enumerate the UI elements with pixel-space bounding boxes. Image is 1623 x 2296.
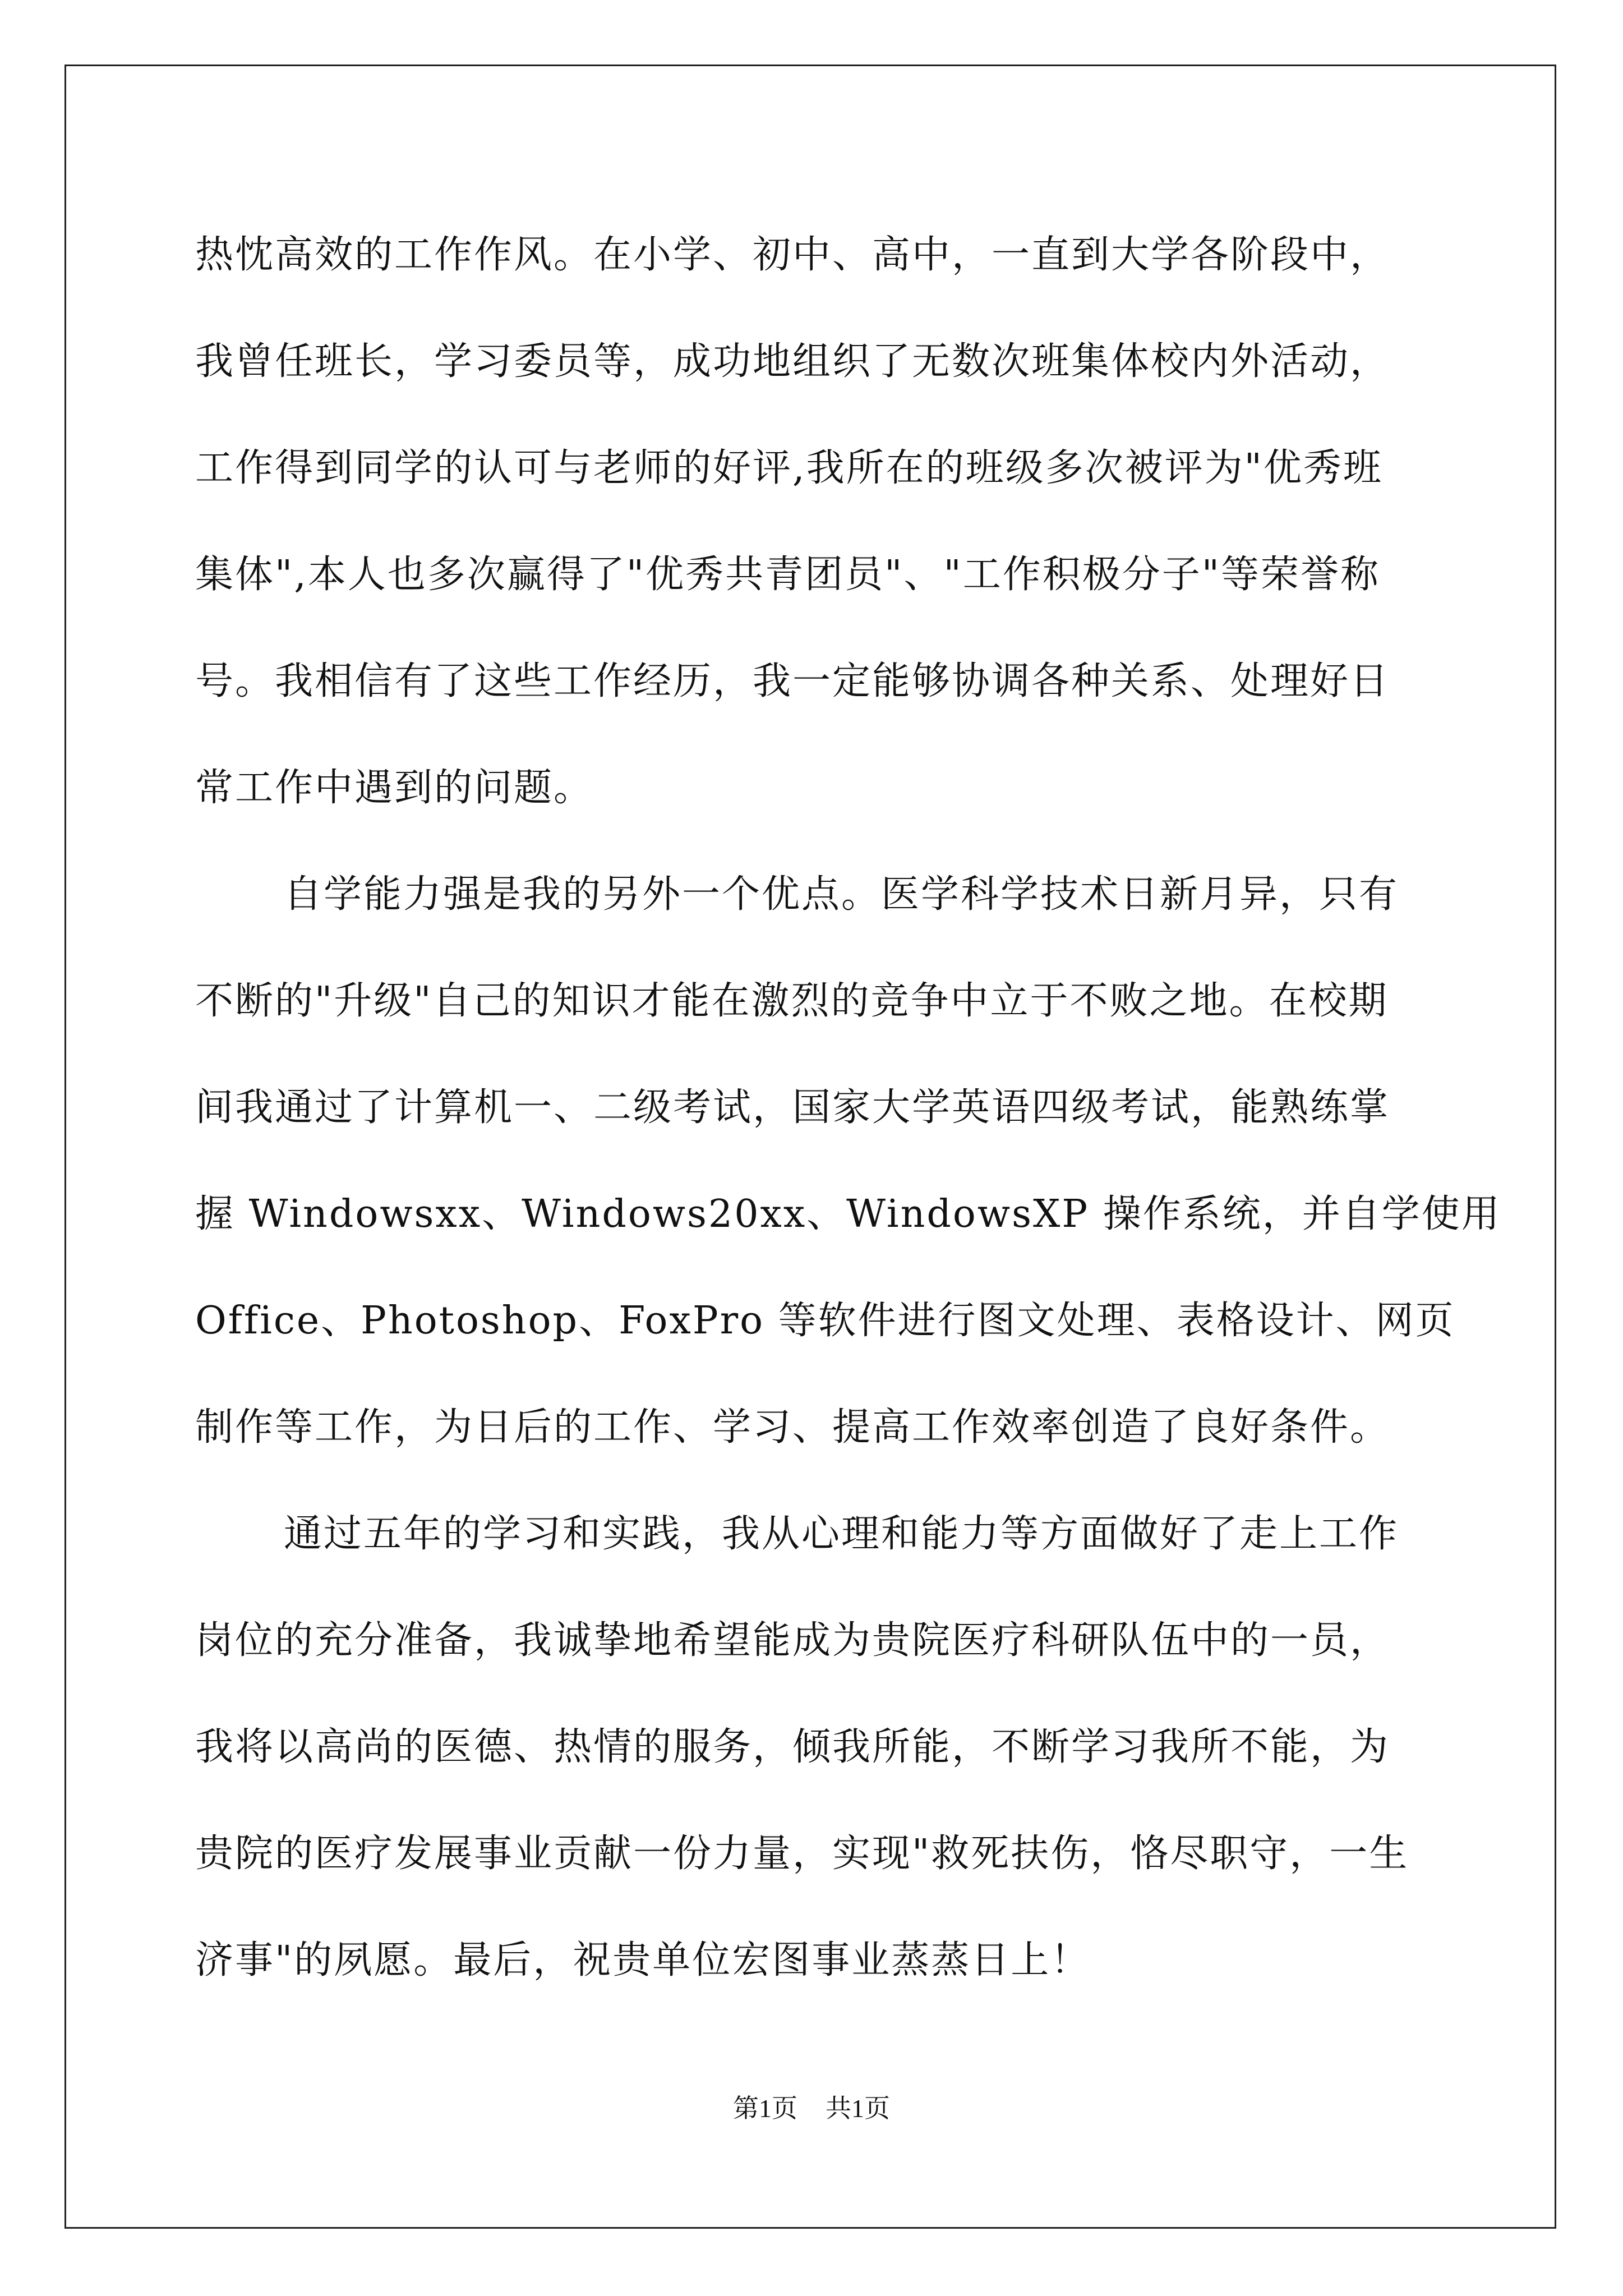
text-line: 我将以高尚的医德、热情的服务，倾我所能，不断学习我所不能，为	[195, 1725, 1390, 1769]
text-line: 热忱高效的工作作风。在小学、初中、高中，一直到大学各阶段中，	[195, 233, 1390, 277]
text-line: Office、Photoshop、FoxPro 等软件进行图文处理、表格设计、网页	[195, 1299, 1455, 1343]
text-line: 集体",本人也多次赢得了"优秀共青团员"、"工作积极分子"等荣誉称	[195, 553, 1381, 597]
text-line: 不断的"升级"自己的知识才能在激烈的竞争中立于不败之地。在校期	[195, 979, 1389, 1023]
text-line: 制作等工作，为日后的工作、学习、提高工作效率创造了良好条件。	[195, 1405, 1390, 1450]
page-footer	[0, 2088, 1623, 2125]
text-line: 工作得到同学的认可与老师的好评,我所在的班级多次被评为"优秀班	[195, 446, 1383, 490]
page-total: 共1页	[826, 2094, 890, 2123]
text-line: 贵院的医疗发展事业贡献一份力量，实现"救死扶伤，恪尽职守，一生	[195, 1832, 1409, 1876]
paragraph-first-line: 自学能力强是我的另外一个优点。医学科学技术日新月异，只有	[284, 872, 1399, 917]
paragraph-first-line: 通过五年的学习和实践，我从心理和能力等方面做好了走上工作	[284, 1512, 1399, 1556]
text-line: 间我通过了计算机一、二级考试，国家大学英语四级考试，能熟练掌	[195, 1085, 1390, 1130]
text-line: 我曾任班长，学习委员等，成功地组织了无数次班集体校内外活动，	[195, 339, 1390, 384]
text-line: 岗位的充分准备，我诚挚地希望能成为贵院医疗科研队伍中的一员，	[195, 1618, 1390, 1663]
text-line: 济事"的夙愿。最后，祝贵单位宏图事业蒸蒸日上！	[195, 1938, 1091, 1982]
page-number: 第1页	[733, 2094, 797, 2123]
text-line: 常工作中遇到的问题。	[195, 766, 594, 810]
text-line: 号。我相信有了这些工作经历，我一定能够协调各种关系、处理好日	[195, 659, 1390, 703]
text-line: 握 Windowsxx、Windows20xx、WindowsXP 操作系统，并自学使用	[195, 1192, 1501, 1236]
document-body	[195, 202, 1501, 2014]
